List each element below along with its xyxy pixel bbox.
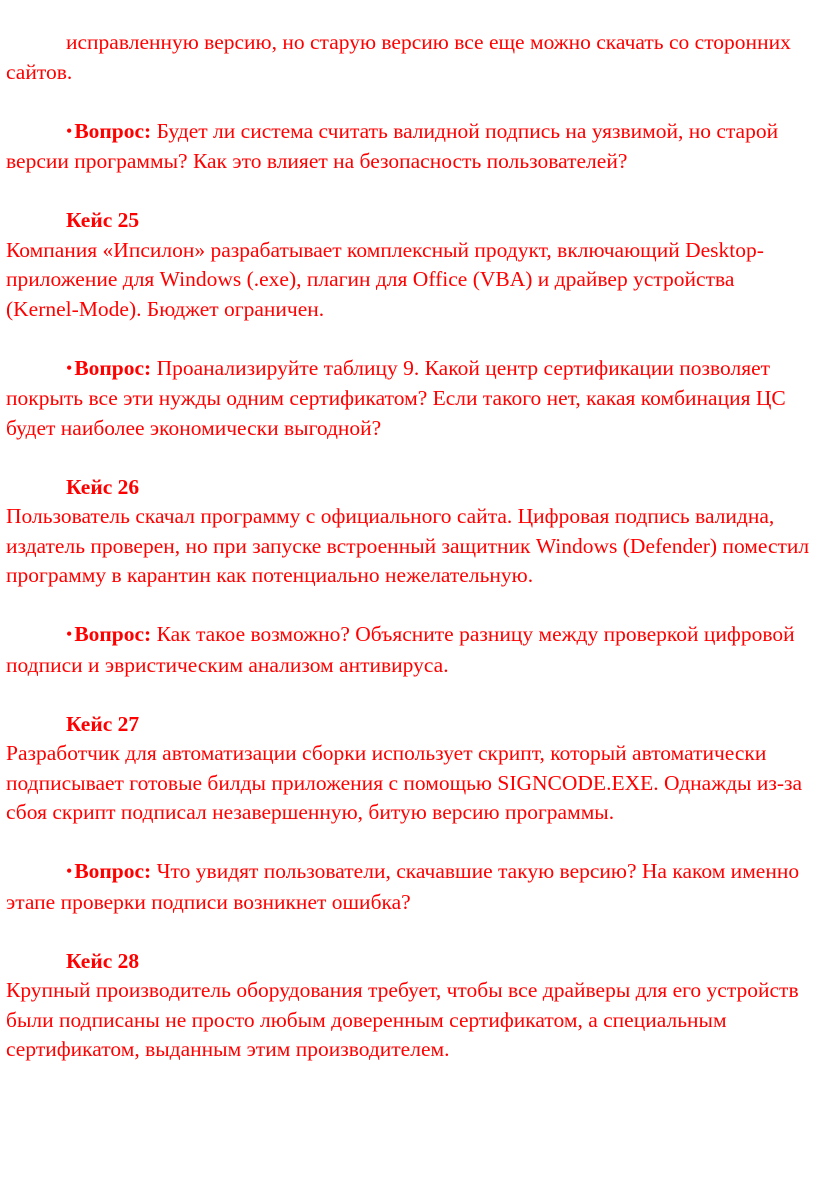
case-heading: Кейс 28 (66, 948, 140, 973)
bullet-icon: • (66, 357, 73, 378)
document-page (6, 28, 812, 1065)
question-label: Вопрос: (74, 859, 152, 883)
spacer (6, 591, 812, 621)
case-description: Компания «Ипсилон» разрабатывает комплексный продукт, включающий Desktop-приложение для Windows (.exe), плагин для Office (VBA) и драйвер устройства (Kernel-Mode). Бюджет ограничен. (6, 237, 764, 321)
question-text: Что увидят пользователи, скачавшие такую версию? На каком именно этапе проверки подписи возникнет ошибка? (6, 859, 800, 914)
spacer (6, 917, 812, 947)
question-text: Проанализируйте таблицу 9. Какой центр сертификации позволяет покрыть все эти нужды одним сертификатом? Если такого нет, какая комбинация ЦС будет наиболее экономически выгодной? (6, 355, 786, 440)
spacer (6, 680, 812, 710)
case-heading: Кейс 25 (66, 208, 140, 232)
spacer (6, 828, 812, 858)
spacer (6, 87, 812, 117)
case-description: Крупный производитель оборудования требует, чтобы все драйверы для его устройств были подписаны не просто любым доверенным сертификатом, а специальным сертификатом, выданным этим производителем. (6, 978, 799, 1061)
spacer (6, 443, 812, 473)
question-text: Будет ли система считать валидной подпись на уязвимой, но старой версии программы? Как это влияет на безопасность пользователей? (6, 118, 779, 173)
case-heading: Кейс 26 (66, 474, 140, 499)
question-item (6, 354, 812, 444)
case-description: Разработчик для автоматизации сборки использует скрипт, который автоматически подписывает готовые билды приложения с помощью SIGNCODE.EXE. Однажды из-за сбоя скрипт подписал незавершенную, битую версию программы. (6, 741, 803, 824)
question-item (6, 620, 812, 680)
question-label: Вопрос: (74, 118, 152, 143)
intro-paragraph: исправленную версию, но старую версию все еще можно скачать со сторонних сайтов. (6, 30, 791, 84)
case-description: Пользователь скачал программу с официального сайта. Цифровая подпись валидна, издатель проверен, но при запуске встроенный защитник Windows (Defender) поместил программу в карантин как потенциально нежелательную. (6, 504, 810, 587)
spacer (6, 324, 812, 354)
question-label: Вопрос: (74, 355, 152, 380)
bullet-icon: • (66, 120, 73, 141)
bullet-icon: • (66, 861, 73, 881)
question-item (6, 117, 812, 177)
spacer (6, 177, 812, 207)
case-heading: Кейс 27 (66, 711, 140, 736)
question-text: Как такое возможно? Объясните разницу между проверкой цифровой подписи и эвристическим анализом антивируса. (6, 622, 795, 677)
question-label: Вопрос: (74, 622, 152, 646)
bullet-icon: • (66, 624, 73, 644)
question-item (6, 857, 812, 917)
